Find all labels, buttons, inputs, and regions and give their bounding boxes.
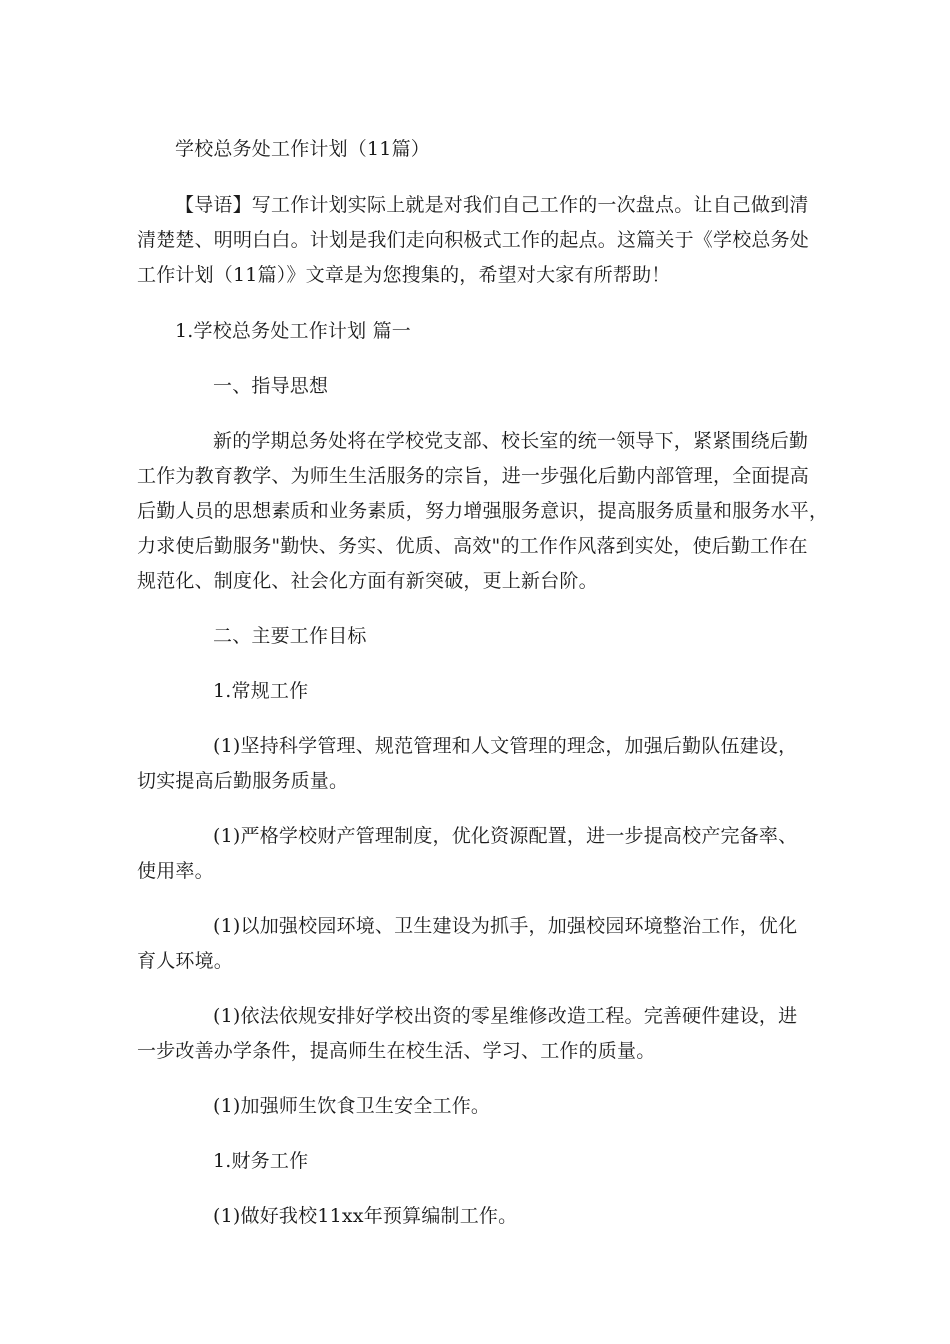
part2-heading: 二、主要工作目标	[213, 625, 367, 647]
paragraph-line: 规范化、制度化、社会化方面有新突破，更上新台阶。	[137, 570, 598, 592]
paragraph-line: 工作为教育教学、为师生生活服务的宗旨，进一步强化后勤内部管理，全面提高	[137, 465, 810, 487]
part1-heading: 一、指导思想	[213, 375, 329, 397]
list-item-line: (1)做好我校11xx年预算编制工作。	[213, 1205, 518, 1227]
sub2-heading: 1.财务工作	[213, 1150, 309, 1172]
list-item-line: (1)以加强校园环境、卫生建设为抓手，加强校园环境整治工作，优化	[213, 915, 798, 937]
intro-line: 工作计划（11篇）》文章是为您搜集的，希望对大家有所帮助！	[137, 264, 671, 286]
list-item-line: 育人环境。	[137, 950, 234, 972]
document-title: 学校总务处工作计划（11篇）	[175, 138, 430, 160]
list-item-line: (1)严格学校财产管理制度，优化资源配置，进一步提高校产完备率、	[213, 825, 798, 847]
list-item-line: (1)加强师生饮食卫生安全工作。	[213, 1095, 491, 1117]
intro-line: 【导语】写工作计划实际上就是对我们自己工作的一次盘点。让自己做到清	[175, 194, 809, 216]
list-item-line: 使用率。	[137, 860, 214, 882]
section-heading: 1.学校总务处工作计划 篇一	[175, 320, 411, 342]
sub1-heading: 1.常规工作	[213, 680, 309, 702]
list-item-line: 切实提高后勤服务质量。	[137, 770, 349, 792]
intro-line: 清楚楚、明明白白。计划是我们走向积极式工作的起点。这篇关于《学校总务处	[137, 229, 810, 251]
paragraph-line: 新的学期总务处将在学校党支部、校长室的统一领导下，紧紧围绕后勤	[213, 430, 809, 452]
list-item-line: (1)依法依规安排好学校出资的零星维修改造工程。完善硬件建设，进	[213, 1005, 798, 1027]
list-item-line: 一步改善办学条件，提高师生在校生活、学习、工作的质量。	[137, 1040, 656, 1062]
paragraph-line: 力求使后勤服务"勤快、务实、优质、高效"的工作作风落到实处，使后勤工作在	[137, 535, 808, 557]
list-item-line: (1)坚持科学管理、规范管理和人文管理的理念，加强后勤队伍建设，	[213, 735, 798, 757]
paragraph-line: 后勤人员的思想素质和业务素质，努力增强服务意识，提高服务质量和服务水平，	[137, 500, 829, 522]
